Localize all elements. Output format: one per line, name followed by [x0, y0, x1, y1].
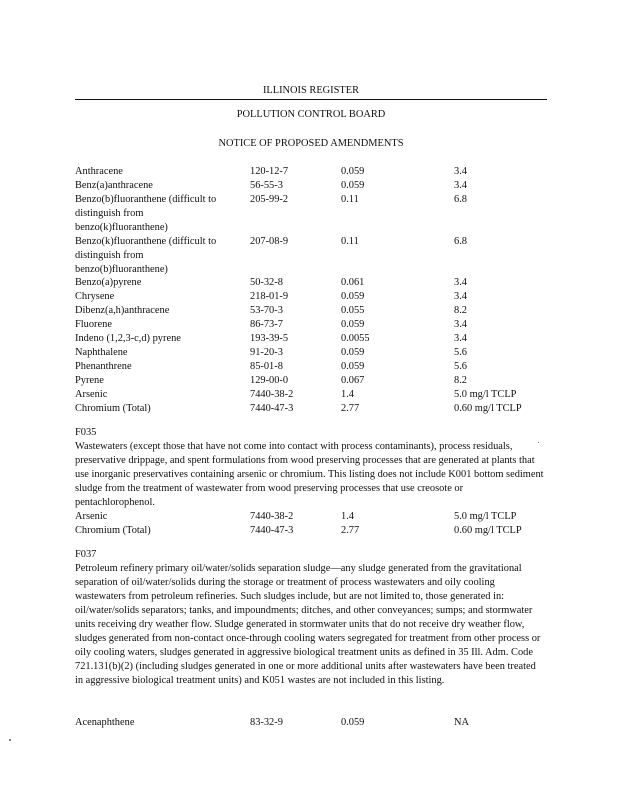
cas-number: 7440-38-2	[250, 511, 294, 522]
waste-code-f037: F037	[75, 549, 97, 560]
wastewater-standard: 0.055	[341, 305, 365, 316]
nonwastewater-standard: 3.4	[454, 180, 467, 191]
constituent-name: Indeno (1,2,3-c,d) pyrene	[75, 333, 181, 344]
cas-number: 7440-38-2	[250, 389, 294, 400]
wastewater-standard: 0.11	[341, 236, 359, 247]
nonwastewater-standard: 6.8	[454, 194, 467, 205]
cas-number: 193-39-5	[250, 333, 289, 344]
cas-number: 129-00-0	[250, 375, 289, 386]
table-row	[75, 235, 547, 277]
nonwastewater-standard: 3.4	[454, 291, 467, 302]
constituent-name: Benzo(b)fluoranthene (difficult to distinguish from benzo(k)fluoranthene)	[75, 194, 217, 233]
nonwastewater-standard: 8.2	[454, 375, 467, 386]
nonwastewater-standard: 3.4	[454, 277, 467, 288]
constituent-name: Arsenic	[75, 389, 108, 400]
table-row	[75, 402, 547, 416]
f037-description: Petroleum refinery primary oil/water/solids separation sludge—any sludge generated from the gravitational separation of oil/water/solids during the storage or treatment of process wastewaters and oily cooling wastewaters from petroleum refineries. Such sludges include, but are not limited to, those generated in: oil/water/solids separators; tanks, and impoundments; ditches, and other conveyances; sumps; and stormwater units receiving dry weather flow. Sludge generated in stormwater units that do not receive dry weather flow, sludges generated from non-contact once-through cooling waters segregated for treatment from other process or oily cooling waters, sludges generated in aggressive biological treatment units as defined in 35 Ill. Adm. Code 721.131(b)(2) (including sludges generated in one or more additional units after wastewaters have been treated in aggressive biological treatment units) and K051 wastes are not included in this listing.	[75, 563, 541, 686]
cas-number: 91-20-3	[250, 347, 283, 358]
constituent-name: Acenaphthene	[75, 717, 135, 728]
constituent-name: Benzo(k)fluoranthene (difficult to distinguish from benzo(b)fluoranthene)	[75, 236, 217, 275]
constituent-name: Benzo(a)pyrene	[75, 277, 142, 288]
notice-title: NOTICE OF PROPOSED AMENDMENTS	[218, 138, 404, 149]
waste-code-f035: F035	[75, 427, 97, 438]
cas-number: 120-12-7	[250, 166, 289, 177]
nonwastewater-standard: NA	[454, 717, 470, 728]
wastewater-standard: 0.11	[341, 194, 359, 205]
constituent-name: Pyrene	[75, 375, 104, 386]
cas-number: 50-32-8	[250, 277, 283, 288]
constituent-name: Arsenic	[75, 511, 108, 522]
table-row	[75, 193, 547, 235]
table-row	[75, 276, 547, 290]
cas-number: 53-70-3	[250, 305, 283, 316]
nonwastewater-standard: 6.8	[454, 236, 467, 247]
nonwastewater-standard: 3.4	[454, 333, 467, 344]
constituent-name: Chromium (Total)	[75, 403, 151, 414]
table-row	[75, 346, 547, 360]
table-row	[75, 388, 547, 402]
cas-number: 56-55-3	[250, 180, 283, 191]
wastewater-standard: 0.059	[341, 347, 365, 358]
constituent-name: Fluorene	[75, 319, 112, 330]
wastewater-standard: 0.067	[341, 375, 365, 386]
table-row	[75, 318, 547, 332]
constituent-name: Anthracene	[75, 166, 123, 177]
constituent-name: Chromium (Total)	[75, 525, 151, 536]
table-row	[75, 374, 547, 388]
cas-number: 85-01-8	[250, 361, 283, 372]
table-row	[75, 716, 547, 730]
header-rule	[75, 99, 547, 100]
table-row	[75, 165, 547, 179]
cas-number: 7440-47-3	[250, 525, 294, 536]
table-row	[75, 179, 547, 193]
constituent-name: Chrysene	[75, 291, 115, 302]
wastewater-standard: 0.059	[341, 717, 365, 728]
register-title: ILLINOIS REGISTER	[262, 85, 360, 96]
cas-number: 86-73-7	[250, 319, 283, 330]
table-row	[75, 360, 547, 374]
wastewater-standard: 2.77	[341, 403, 360, 414]
table-row	[75, 524, 547, 538]
wastewater-standard: 0.059	[341, 291, 365, 302]
cas-number: 83-32-9	[250, 717, 283, 728]
nonwastewater-standard: 5.6	[454, 347, 467, 358]
wastewater-standard: 0.059	[341, 319, 365, 330]
wastewater-standard: 0.061	[341, 277, 365, 288]
nonwastewater-standard: 8.2	[454, 305, 467, 316]
board-title: POLLUTION CONTROL BOARD	[236, 109, 386, 120]
scan-speck	[538, 442, 539, 443]
wastewater-standard: 0.0055	[341, 333, 370, 344]
wastewater-standard: 2.77	[341, 525, 360, 536]
nonwastewater-standard: 0.60 mg/l TCLP	[454, 403, 522, 414]
wastewater-standard: 0.059	[341, 180, 365, 191]
table-row	[75, 332, 547, 346]
nonwastewater-standard: 5.0 mg/l TCLP	[454, 389, 517, 400]
wastewater-standard: 0.059	[341, 361, 365, 372]
constituent-name: Naphthalene	[75, 347, 128, 358]
nonwastewater-standard: 5.0 mg/l TCLP	[454, 511, 517, 522]
scan-speck	[9, 739, 11, 741]
cas-number: 218-01-9	[250, 291, 289, 302]
table-row	[75, 290, 547, 304]
constituent-name: Dibenz(a,h)anthracene	[75, 305, 170, 316]
cas-number: 205-99-2	[250, 194, 289, 205]
nonwastewater-standard: 3.4	[454, 166, 467, 177]
constituent-name: Phenanthrene	[75, 361, 132, 372]
table-row	[75, 304, 547, 318]
wastewater-standard: 1.4	[341, 389, 354, 400]
nonwastewater-standard: 3.4	[454, 319, 467, 330]
wastewater-standard: 0.059	[341, 166, 365, 177]
constituent-name: Benz(a)anthracene	[75, 180, 153, 191]
cas-number: 7440-47-3	[250, 403, 294, 414]
cas-number: 207-08-9	[250, 236, 289, 247]
table-row	[75, 510, 547, 524]
nonwastewater-standard: 5.6	[454, 361, 467, 372]
nonwastewater-standard: 0.60 mg/l TCLP	[454, 525, 522, 536]
f035-description: Wastewaters (except those that have not come into contact with process contaminants), process residuals, preservative drippage, and spent formulations from wood preserving processes that are generated at plants that use inorganic preservatives containing arsenic or chromium. This listing does not include K001 bottom sediment sludge from the treatment of wastewater from wood preserving processes that use creosote or pentachlorophenol.	[75, 441, 544, 508]
wastewater-standard: 1.4	[341, 511, 354, 522]
